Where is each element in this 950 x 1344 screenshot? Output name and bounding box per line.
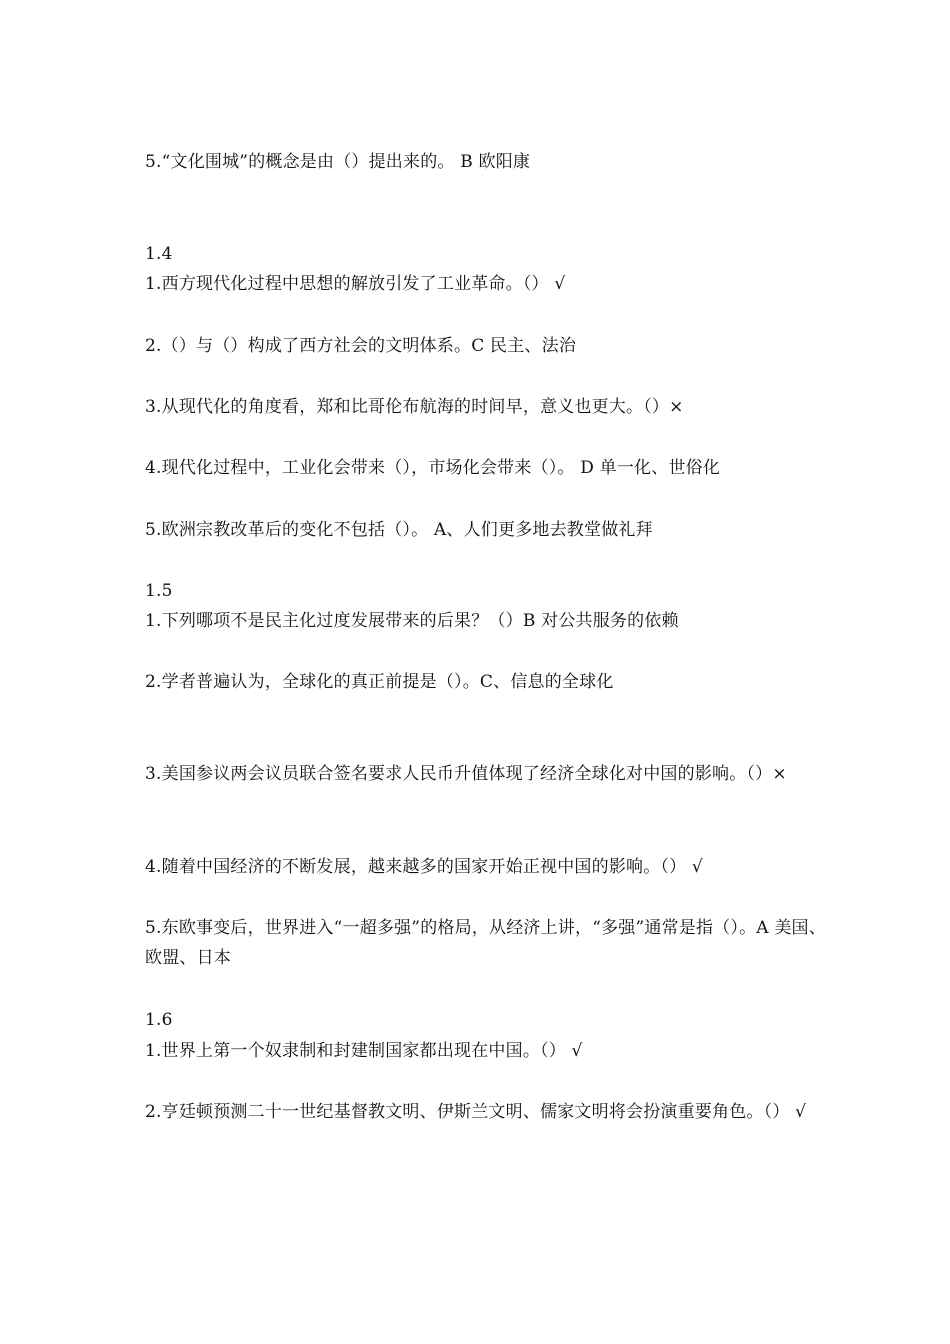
question-1-4-5: 5.欧洲宗教改革后的变化不包括（）。 A、人们更多地去教堂做礼拜 [145,520,653,540]
question-1-6-2: 2.亨廷顿预测二十一世纪基督教文明、伊斯兰文明、儒家文明将会扮演重要角色。（） √ [145,1102,807,1122]
section-heading-1-4: 1.4 [145,244,173,264]
question-1-5-5: 5.东欧事变后，世界进入“一超多强”的格局，从经济上讲，“多强”通常是指（）。A 美国、欧盟、日本 [145,918,826,968]
section-heading-1-6: 1.6 [145,1010,173,1030]
section-heading-1-5: 1.5 [145,581,173,601]
question-5-cultural-siege: 5.“文化围城”的概念是由（）提出来的。 B 欧阳康 [145,152,531,172]
question-1-5-3: 3.美国参议两会议员联合签名要求人民币升值体现了经济全球化对中国的影响。（）× [145,764,787,784]
question-1-5-1: 1.下列哪项不是民主化过度发展带来的后果？（）B 对公共服务的依赖 [145,611,679,631]
question-1-5-4: 4.随着中国经济的不断发展，越来越多的国家开始正视中国的影响。（） √ [145,857,703,877]
question-1-4-1: 1.西方现代化过程中思想的解放引发了工业革命。（） √ [145,274,566,294]
question-1-6-1: 1.世界上第一个奴隶制和封建制国家都出现在中国。（） √ [145,1041,583,1061]
question-1-4-3: 3.从现代化的角度看，郑和比哥伦布航海的时间早，意义也更大。（）× [145,397,684,417]
question-1-4-4: 4.现代化过程中，工业化会带来（），市场化会带来（）。 D 单一化、世俗化 [145,458,721,478]
question-1-4-2: 2.（）与（）构成了西方社会的文明体系。C 民主、法治 [145,336,577,356]
question-1-5-2: 2.学者普遍认为，全球化的真正前提是（）。C、信息的全球化 [145,672,614,692]
